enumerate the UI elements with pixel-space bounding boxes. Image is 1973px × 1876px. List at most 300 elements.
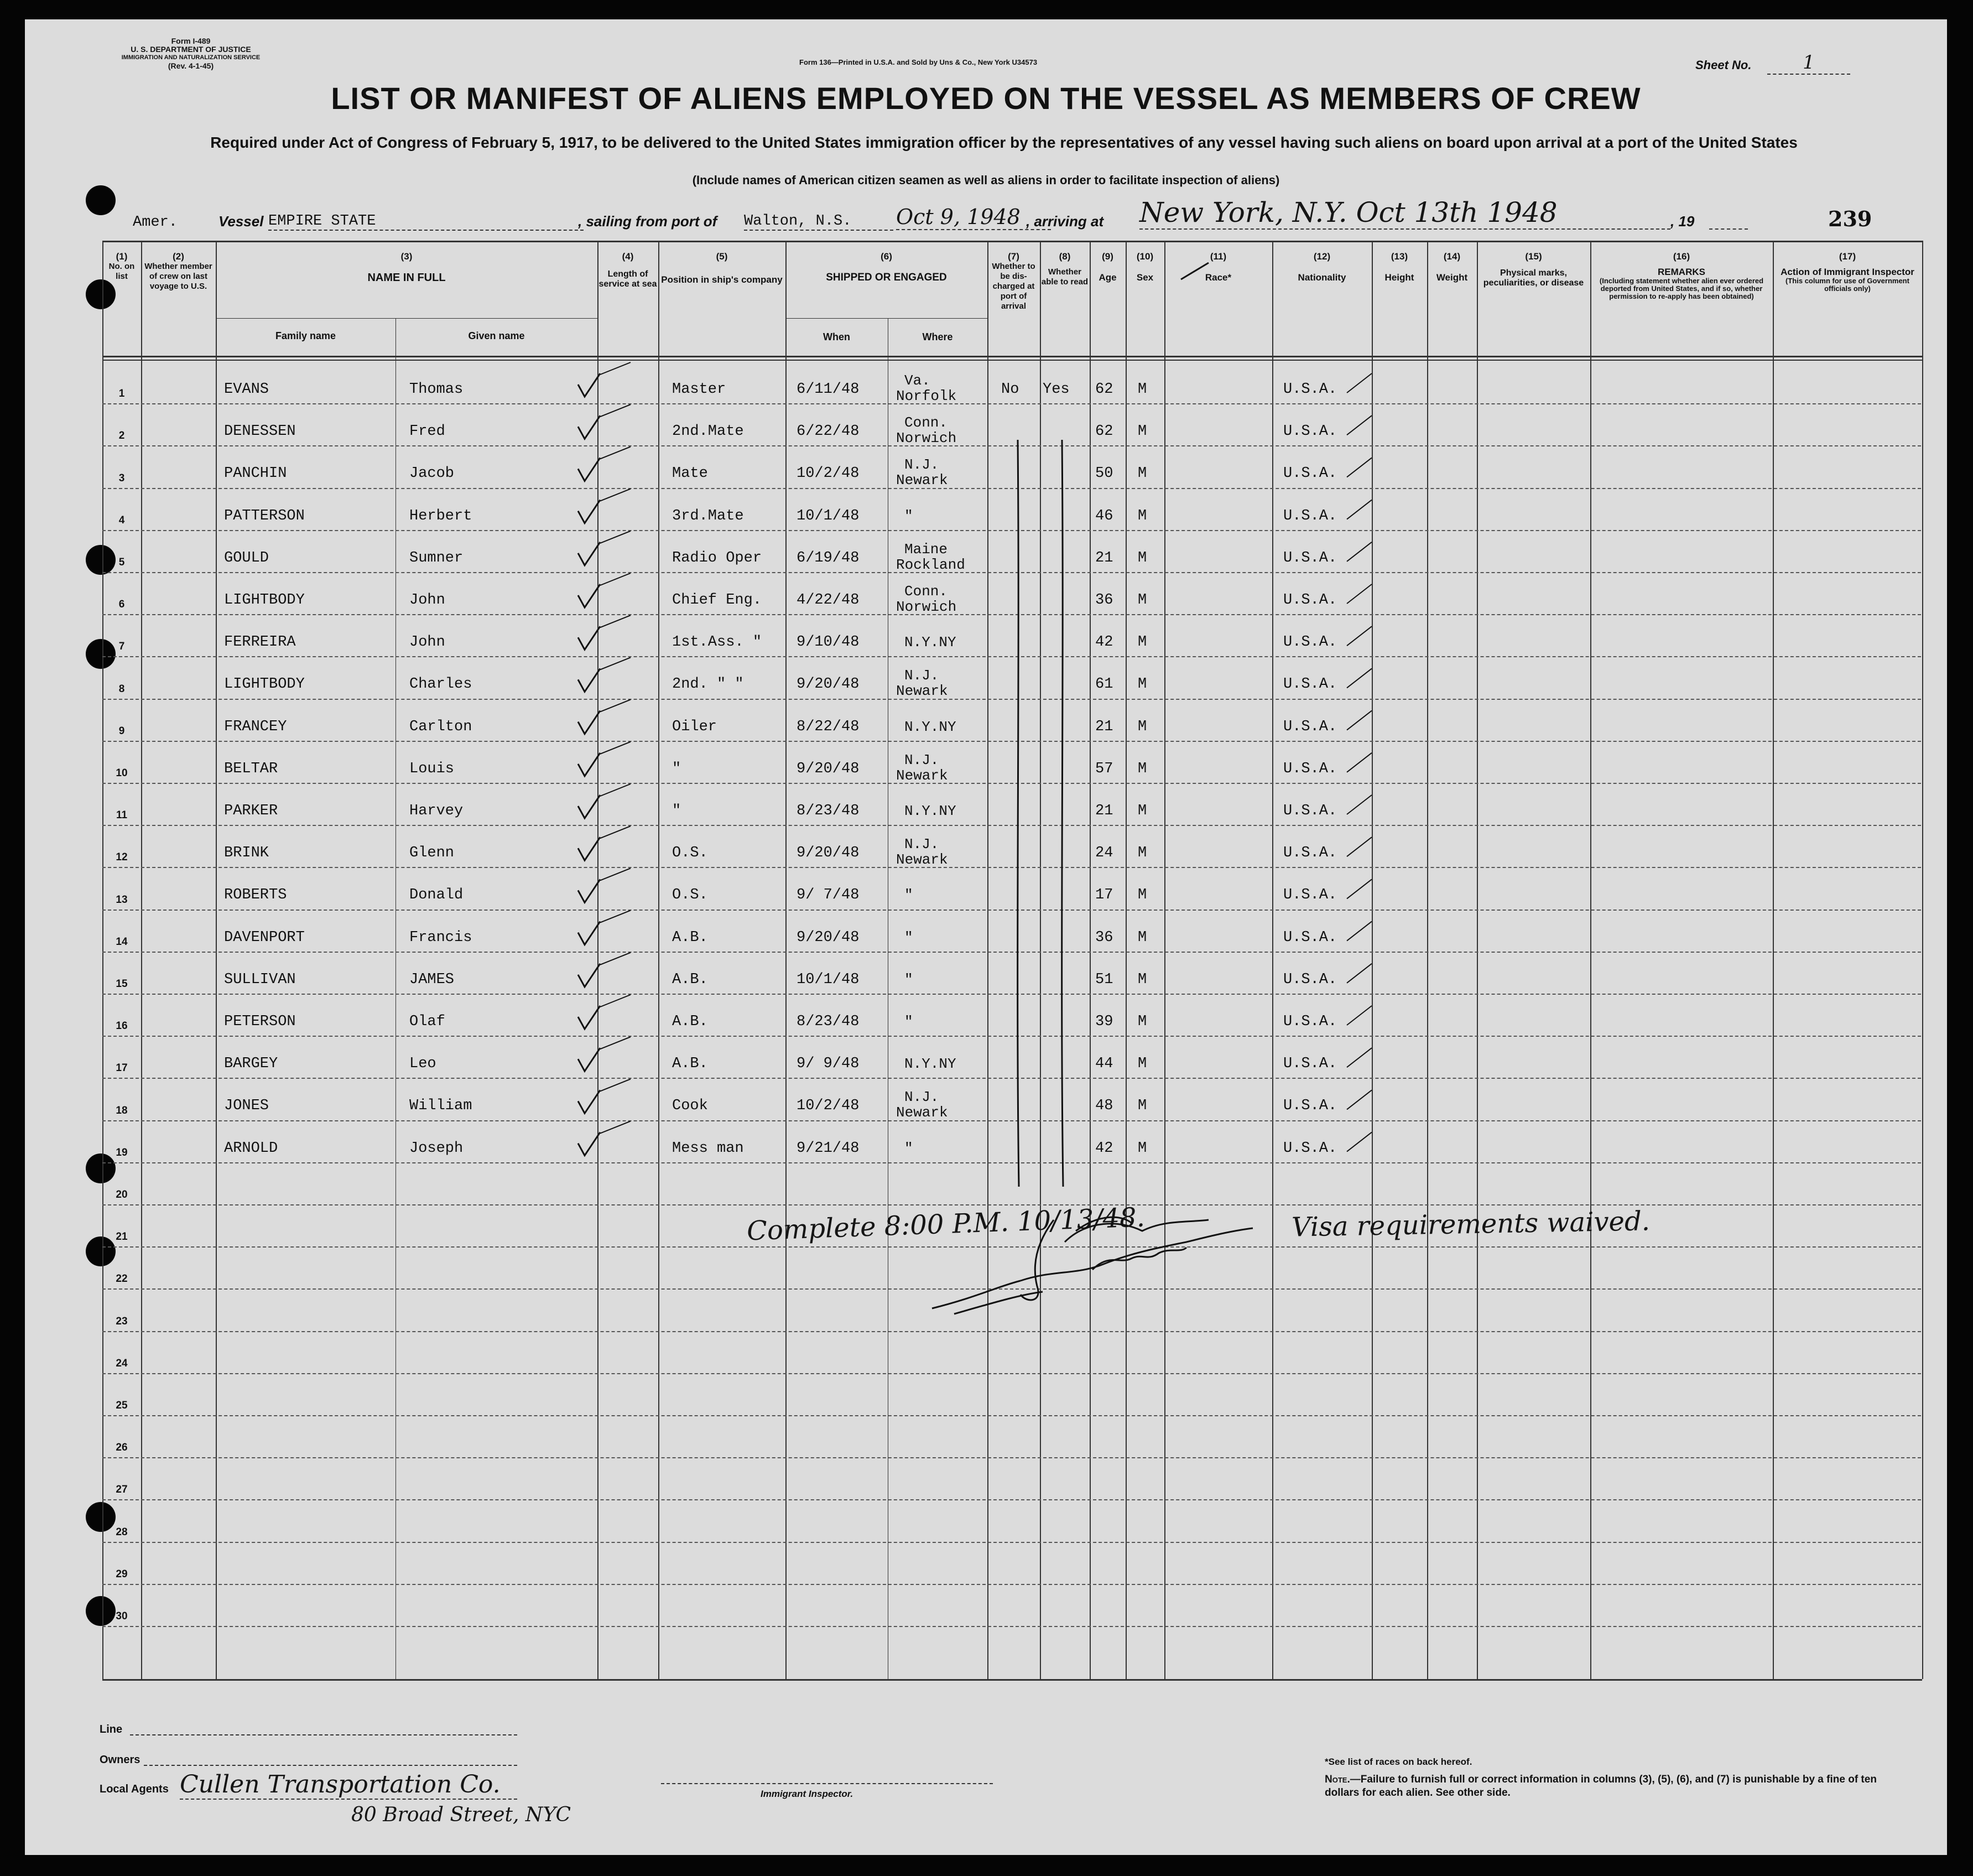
tick-stroke	[600, 1121, 631, 1134]
cell-position: Mate	[672, 465, 708, 482]
cell-nationality: U.S.A.	[1283, 887, 1337, 904]
nationality-tick	[1347, 415, 1372, 435]
cell-where-state: N.J.	[904, 667, 939, 684]
cell-age: 62	[1095, 423, 1113, 440]
cell-family: BELTAR	[224, 760, 278, 777]
cell-sex: M	[1138, 592, 1147, 609]
agents-label: Local Agents	[100, 1783, 169, 1795]
cell-nationality: U.S.A.	[1283, 971, 1337, 988]
cell-position: 2nd. " "	[672, 676, 744, 693]
cell-when: 9/20/48	[797, 845, 860, 862]
cell-given: Jacob	[409, 465, 455, 482]
cell-nationality: U.S.A.	[1283, 1056, 1337, 1073]
row-number: 25	[116, 1400, 128, 1411]
inspector-label: Immigrant Inspector.	[761, 1789, 853, 1799]
tick-stroke	[600, 826, 631, 838]
cell-position: Oiler	[672, 718, 717, 735]
cell-given: Carlton	[409, 718, 472, 735]
tick-stroke	[600, 489, 631, 501]
cell-read: Yes	[1043, 381, 1070, 398]
inspector-signature-line	[661, 1783, 993, 1784]
checkmark-icon	[578, 415, 600, 439]
cell-family: DENESSEN	[224, 423, 296, 440]
year-label: , 19	[1670, 213, 1695, 230]
nationality-tick	[1347, 500, 1372, 519]
row-number: 27	[116, 1484, 128, 1496]
cell-where-state: Conn.	[904, 414, 948, 432]
cell-position: 2nd.Mate	[672, 423, 744, 440]
cell-where-state: "	[904, 1014, 913, 1030]
row-number: 20	[116, 1189, 128, 1201]
cell-nationality: U.S.A.	[1283, 676, 1337, 693]
nationality-tick	[1347, 584, 1372, 604]
col3-header: (3) NAME IN FULL	[367, 251, 446, 284]
col4-header: (4) Length of service at sea	[598, 251, 657, 289]
checkmark-icon	[578, 584, 600, 607]
cell-where-city: Norfolk	[896, 388, 957, 404]
port-to: New York, N.Y. Oct 13th 1948	[1139, 196, 1670, 230]
row-number: 30	[116, 1610, 128, 1622]
cell-where-city: Norwich	[896, 599, 957, 615]
col12-header: (12) Nationality	[1298, 251, 1346, 283]
cell-age: 44	[1095, 1056, 1113, 1073]
crew-table	[25, 19, 1947, 1855]
col15-header: (15) Physical marks, peculiarities, or disease	[1483, 251, 1584, 288]
cell-nationality: U.S.A.	[1283, 718, 1337, 735]
cell-age: 21	[1095, 549, 1113, 567]
cell-when: 9/20/48	[797, 929, 860, 946]
nationality-tick	[1347, 753, 1372, 772]
cell-position: O.S.	[672, 845, 708, 862]
cell-where-state: N.J.	[904, 1089, 939, 1106]
cell-given: John	[409, 634, 445, 651]
race-slash-mark	[1181, 263, 1209, 279]
row-number: 23	[116, 1315, 128, 1327]
row-number: 2	[118, 430, 125, 442]
nationality-tick	[1347, 1048, 1372, 1067]
checkmark-icon	[578, 922, 600, 945]
cell-nationality: U.S.A.	[1283, 1140, 1337, 1157]
row-number: 16	[116, 1020, 128, 1032]
port-from: Walton, N.S.	[744, 213, 893, 231]
cell-sex: M	[1138, 718, 1147, 735]
stamp-number: 239	[1828, 206, 1872, 231]
row-number: 26	[116, 1442, 128, 1454]
cell-nationality: U.S.A.	[1283, 803, 1337, 819]
row-number: 24	[116, 1357, 128, 1369]
row-number: 22	[116, 1273, 128, 1285]
row-number: 12	[116, 851, 128, 864]
cell-when: 10/1/48	[797, 507, 860, 524]
where-header: Where	[922, 331, 953, 342]
tick-stroke	[600, 1079, 631, 1091]
cell-family: PETERSON	[224, 1014, 296, 1030]
row-number: 19	[116, 1146, 128, 1158]
checkmark-icon	[578, 795, 600, 818]
tick-stroke	[600, 784, 631, 796]
cell-sex: M	[1138, 803, 1147, 819]
cell-position: 1st.Ass. "	[672, 634, 762, 651]
cell-age: 46	[1095, 507, 1113, 524]
cell-given: Olaf	[409, 1014, 445, 1030]
cell-when: 8/23/48	[797, 1014, 860, 1030]
cell-given: Leo	[409, 1056, 436, 1073]
row-number: 13	[116, 893, 128, 906]
nationality-tick	[1347, 668, 1372, 688]
cell-sex: M	[1138, 1014, 1147, 1030]
given-name-header: Given name	[468, 330, 525, 341]
cell-position: A.B.	[672, 971, 708, 988]
cell-sex: M	[1138, 1056, 1147, 1073]
row-number: 1	[118, 388, 125, 400]
row-number: 14	[116, 936, 128, 948]
checkmark-icon	[578, 668, 600, 692]
tick-stroke	[600, 911, 631, 923]
cell-sex: M	[1138, 845, 1147, 862]
cell-nationality: U.S.A.	[1283, 507, 1337, 524]
cell-when: 4/22/48	[797, 592, 860, 609]
cell-where-city: Norwich	[896, 430, 957, 447]
cell-when: 10/1/48	[797, 971, 860, 988]
tick-stroke	[600, 868, 631, 880]
cell-when: 9/20/48	[797, 676, 860, 693]
cell-given: Donald	[409, 887, 464, 904]
read-ditto-line	[1062, 440, 1063, 1187]
inspector-signature	[910, 1198, 1297, 1325]
cell-where-state: N.Y.NY	[904, 634, 956, 651]
cell-where-city: Rockland	[896, 556, 965, 573]
row-number: 29	[116, 1568, 128, 1580]
cell-where-state: "	[904, 971, 913, 988]
cell-position: O.S.	[672, 887, 708, 904]
cell-family: FRANCEY	[224, 718, 287, 735]
cell-when: 9/ 7/48	[797, 887, 860, 904]
col9-header: (9) Age	[1099, 251, 1117, 283]
family-name-header: Family name	[275, 330, 336, 341]
cell-sex: M	[1138, 465, 1147, 482]
cell-sex: M	[1138, 549, 1147, 567]
agents-value: Cullen Transportation Co.	[180, 1770, 517, 1800]
cell-nationality: U.S.A.	[1283, 929, 1337, 946]
col17-header: (17) Action of Immigrant Inspector (This column for use of Government officials only)	[1781, 251, 1914, 293]
cell-sex: M	[1138, 887, 1147, 904]
checkmark-icon	[578, 753, 600, 776]
cell-age: 57	[1095, 760, 1113, 777]
cell-where-state: Va.	[904, 372, 930, 389]
cell-given: Fred	[409, 423, 445, 440]
cell-family: ARNOLD	[224, 1140, 278, 1157]
cell-nationality: U.S.A.	[1283, 549, 1337, 567]
cell-nationality: U.S.A.	[1283, 1098, 1337, 1115]
cell-given: Francis	[409, 929, 472, 946]
col11-header: (11) Race*	[1205, 251, 1232, 283]
cell-family: LIGHTBODY	[224, 592, 305, 609]
nationality-tick	[1347, 1090, 1372, 1109]
checkmark-icon	[578, 964, 600, 987]
checkmark-icon	[578, 879, 600, 902]
col5-header: (5) Position in ship's company	[661, 251, 783, 285]
tick-stroke	[600, 700, 631, 712]
cell-when: 9/20/48	[797, 760, 860, 777]
cell-age: 21	[1095, 803, 1113, 819]
cell-nationality: U.S.A.	[1283, 1014, 1337, 1030]
cell-family: DAVENPORT	[224, 929, 305, 946]
cell-sex: M	[1138, 423, 1147, 440]
sail-date: Oct 9, 1948	[896, 205, 1051, 230]
cell-nationality: U.S.A.	[1283, 845, 1337, 862]
cell-given: Thomas	[409, 381, 464, 398]
checkmark-icon	[578, 626, 600, 649]
cell-when: 6/22/48	[797, 423, 860, 440]
checkmark-icon	[578, 500, 600, 523]
subtitle: Required under Act of Congress of February 5, 1917, to be delivered to the United States immigration officer by the representatives of any vessel having such aliens on board upon arrival at a port of the United States	[210, 134, 1798, 151]
tick-stroke	[600, 573, 631, 585]
col13-header: (13) Height	[1384, 251, 1414, 283]
tick-stroke	[600, 531, 631, 543]
row-number: 9	[118, 725, 125, 737]
nationality-tick	[1347, 964, 1372, 983]
row-number: 10	[116, 767, 128, 779]
vessel-name: EMPIRE STATE	[268, 213, 584, 231]
cell-where-city: Newark	[896, 1104, 948, 1121]
cell-age: 48	[1095, 1098, 1113, 1115]
cell-position: Radio Oper	[672, 549, 762, 567]
owners-label: Owners	[100, 1754, 140, 1766]
cell-family: LIGHTBODY	[224, 676, 305, 693]
cell-position: Cook	[672, 1098, 708, 1115]
checkmark-layer	[25, 19, 1947, 1855]
cell-given: Louis	[409, 760, 455, 777]
col10-header: (10) Sex	[1136, 251, 1154, 283]
penalty-note: Note.—Failure to furnish full or correct information in columns (3), (5), (6), and (7) is punishable by a fine of ten dollars for each alien. See other side.	[1325, 1774, 1877, 1799]
tick-stroke	[600, 742, 631, 754]
cell-when: 10/2/48	[797, 465, 860, 482]
sheet-number: 1	[1767, 51, 1850, 75]
cell-given: Harvey	[409, 803, 464, 819]
col6-header: (6) SHIPPED OR ENGAGED	[826, 251, 947, 283]
row-number: 18	[116, 1104, 128, 1116]
checkmark-icon	[578, 1006, 600, 1029]
cell-where-state: Conn.	[904, 583, 948, 600]
printer-line: Form 136—Printed in U.S.A. and Sold by Uns & Co., New York U34573	[799, 58, 1038, 66]
nationality-tick	[1347, 458, 1372, 477]
tick-stroke	[600, 615, 631, 627]
row-number: 7	[118, 641, 125, 653]
cell-where-city: Newark	[896, 472, 948, 489]
tick-stroke	[600, 404, 631, 417]
cell-age: 51	[1095, 971, 1113, 988]
row-number: 5	[118, 557, 125, 568]
cell-when: 10/2/48	[797, 1098, 860, 1115]
cell-when: 8/23/48	[797, 803, 860, 819]
nationality-tick	[1347, 542, 1372, 562]
cell-age: 39	[1095, 1014, 1113, 1030]
cell-position: "	[672, 803, 681, 819]
cell-where-state: "	[904, 1140, 913, 1157]
checkmark-icon	[578, 1132, 600, 1156]
cell-age: 36	[1095, 929, 1113, 946]
cell-nationality: U.S.A.	[1283, 423, 1337, 440]
tick-stroke	[600, 362, 631, 375]
cell-where-state: "	[904, 887, 913, 904]
owners-blank	[144, 1765, 517, 1766]
service: IMMIGRATION AND NATURALIZATION SERVICE	[121, 54, 261, 61]
cell-age: 42	[1095, 634, 1113, 651]
row-number: 11	[116, 809, 128, 822]
cell-age: 21	[1095, 718, 1113, 735]
cell-age: 61	[1095, 676, 1113, 693]
cell-where-state: "	[904, 507, 913, 524]
cell-where-state: N.J.	[904, 836, 939, 853]
cell-family: ROBERTS	[224, 887, 287, 904]
cell-nationality: U.S.A.	[1283, 592, 1337, 609]
cell-sex: M	[1138, 760, 1147, 777]
cell-position: A.B.	[672, 1056, 708, 1073]
cell-family: SULLIVAN	[224, 971, 296, 988]
cell-age: 24	[1095, 845, 1113, 862]
vessel-flag: Amer.	[133, 214, 178, 231]
tick-stroke	[600, 953, 631, 965]
cell-given: Joseph	[409, 1140, 464, 1157]
row-number: 6	[118, 599, 125, 611]
cell-age: 36	[1095, 592, 1113, 609]
discharged-ditto-line	[1018, 440, 1019, 1187]
cell-sex: M	[1138, 507, 1147, 524]
cell-family: BARGEY	[224, 1056, 278, 1073]
row-number: 21	[116, 1231, 128, 1243]
cell-when: 9/ 9/48	[797, 1056, 860, 1073]
cell-family: EVANS	[224, 381, 269, 398]
row-number: 28	[116, 1526, 128, 1538]
col16-header: (16) REMARKS (Including statement whether alien ever ordered deported from United States, and if so, whether permission to re-apply has been obtained)	[1599, 251, 1764, 300]
cell-given: John	[409, 592, 445, 609]
cell-family: JONES	[224, 1098, 269, 1115]
cell-when: 6/11/48	[797, 381, 860, 398]
col8-header: (8) Whether able to read	[1041, 251, 1089, 287]
tick-stroke	[600, 1037, 631, 1049]
row-number: 17	[116, 1062, 128, 1074]
cell-where-state: Maine	[904, 541, 948, 558]
cell-position: A.B.	[672, 929, 708, 946]
cell-position: A.B.	[672, 1014, 708, 1030]
tick-stroke	[600, 995, 631, 1007]
cell-nationality: U.S.A.	[1283, 634, 1337, 651]
checkmark-icon	[578, 458, 600, 481]
row-number: 3	[118, 472, 125, 484]
form-number: Form I-489	[171, 37, 211, 45]
cell-family: FERREIRA	[224, 634, 296, 651]
nationality-tick	[1347, 795, 1372, 814]
cell-age: 42	[1095, 1140, 1113, 1157]
subnote: (Include names of American citizen seamen as well as aliens in order to facilitate inspection of aliens)	[692, 173, 1280, 187]
revision: (Rev. 4-1-45)	[168, 61, 214, 70]
cell-discharged: No	[1001, 381, 1019, 398]
cell-sex: M	[1138, 929, 1147, 946]
col1-header: (1) No. on list	[108, 251, 135, 281]
cell-when: 6/19/48	[797, 549, 860, 567]
checkmark-icon	[578, 373, 600, 397]
cell-family: BRINK	[224, 845, 269, 862]
cell-when: 9/10/48	[797, 634, 860, 651]
cell-family: PANCHIN	[224, 465, 287, 482]
cell-where-city: Newark	[896, 683, 948, 700]
cell-nationality: U.S.A.	[1283, 760, 1337, 777]
arriving-label: , arriving at	[1026, 213, 1104, 230]
visa-waived-annotation: Visa requirements waived.	[1291, 1205, 1651, 1243]
cell-position: Master	[672, 381, 726, 398]
races-note: *See list of races on back hereof.	[1325, 1757, 1472, 1767]
checkmark-icon	[578, 711, 600, 734]
cell-position: "	[672, 760, 681, 777]
cell-where-city: Newark	[896, 851, 948, 869]
when-header: When	[823, 331, 850, 342]
cell-nationality: U.S.A.	[1283, 381, 1337, 398]
nationality-tick	[1347, 711, 1372, 730]
cell-sex: M	[1138, 1140, 1147, 1157]
nationality-tick	[1347, 1006, 1372, 1025]
checkmark-icon	[578, 837, 600, 860]
nationality-tick	[1347, 879, 1372, 898]
cell-given: Sumner	[409, 549, 464, 567]
checkmark-icon	[578, 542, 600, 565]
checkmark-icon	[578, 1048, 600, 1071]
cell-given: Herbert	[409, 507, 472, 524]
line-label: Line	[100, 1723, 123, 1735]
tick-stroke	[600, 657, 631, 669]
page-title: LIST OR MANIFEST OF ALIENS EMPLOYED ON THE VESSEL AS MEMBERS OF CREW	[331, 81, 1641, 116]
cell-given: JAMES	[409, 971, 455, 988]
cell-where-state: N.J.	[904, 456, 939, 474]
department: U. S. DEPARTMENT OF JUSTICE	[131, 45, 251, 54]
cell-given: Charles	[409, 676, 472, 693]
cell-sex: M	[1138, 676, 1147, 693]
cell-age: 50	[1095, 465, 1113, 482]
cell-where-state: N.J.	[904, 751, 939, 768]
cell-age: 17	[1095, 887, 1113, 904]
cell-position: Mess man	[672, 1140, 744, 1157]
cell-family: GOULD	[224, 549, 269, 567]
cell-where-state: "	[904, 929, 913, 946]
cell-when: 9/21/48	[797, 1140, 860, 1157]
cell-sex: M	[1138, 1098, 1147, 1115]
col14-header: (14) Weight	[1436, 251, 1468, 283]
cell-where-city: Newark	[896, 767, 948, 784]
nationality-tick	[1347, 373, 1372, 393]
cell-position: 3rd.Mate	[672, 507, 744, 524]
cell-given: Glenn	[409, 845, 455, 862]
cell-age: 62	[1095, 381, 1113, 398]
nationality-tick	[1347, 922, 1372, 941]
cell-given: William	[409, 1098, 472, 1115]
line-blank	[130, 1734, 517, 1735]
cell-sex: M	[1138, 634, 1147, 651]
row-number: 15	[116, 978, 128, 990]
sailing-label: , sailing from port of	[578, 213, 717, 230]
col7-header: (7) Whether to be dis-charged at port of arrival	[992, 251, 1035, 311]
nationality-tick	[1347, 1132, 1372, 1152]
cell-where-state: N.Y.NY	[904, 718, 956, 735]
agents-address: 80 Broad Street, NYC	[351, 1804, 571, 1826]
row-number: 4	[118, 514, 125, 526]
row-number: 8	[118, 683, 125, 695]
nationality-tick	[1347, 837, 1372, 856]
checkmark-icon	[578, 1090, 600, 1113]
sheet-label: Sheet No.	[1695, 58, 1752, 72]
cell-sex: M	[1138, 381, 1147, 398]
cell-family: PARKER	[224, 803, 278, 819]
cell-where-state: N.Y.NY	[904, 1056, 956, 1073]
tick-stroke	[600, 446, 631, 459]
